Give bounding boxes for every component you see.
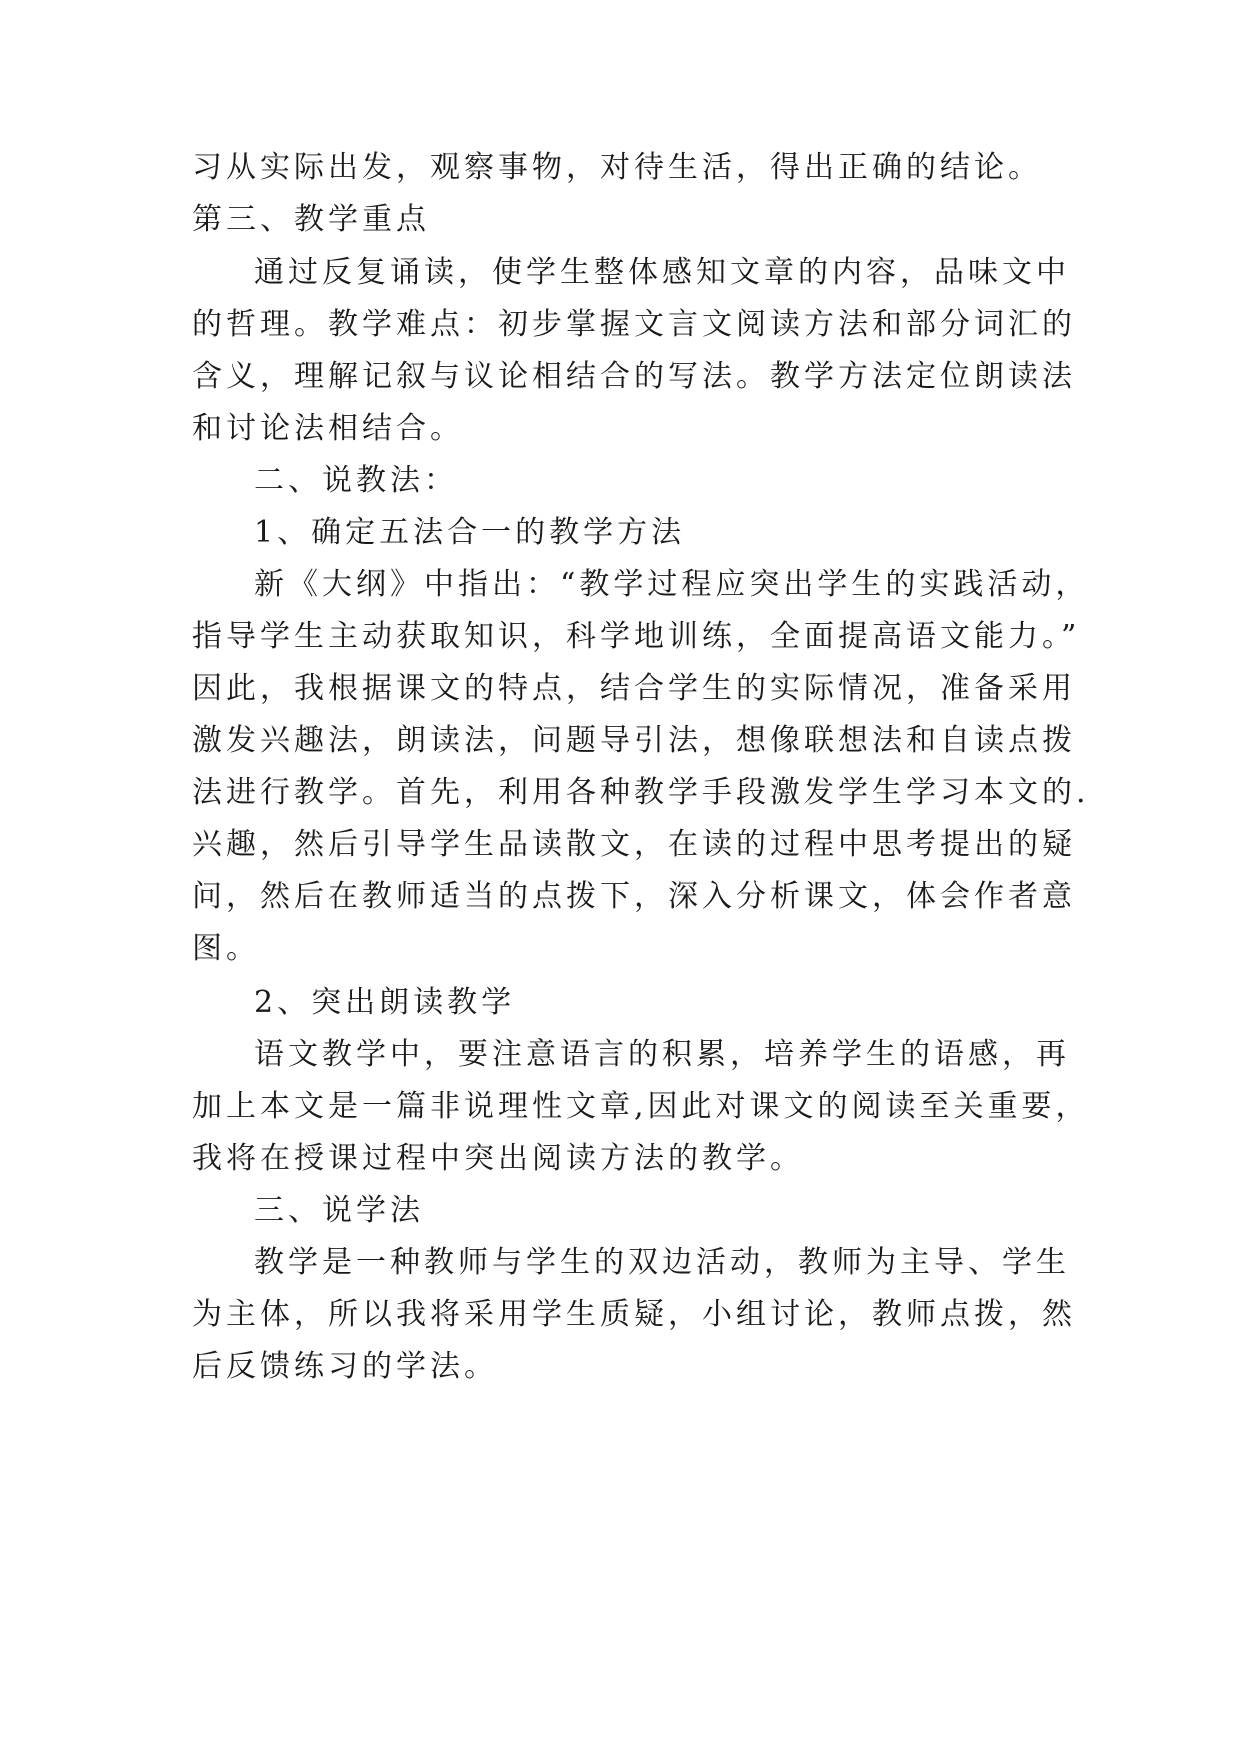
text-line: 的哲理。教学难点：初步掌握文言文阅读方法和部分词汇的: [192, 307, 1076, 342]
section-heading: 第三、教学重点: [192, 202, 430, 237]
text-line: 指导学生主动获取知识，科学地训练，全面提高语文能力。”: [192, 619, 1081, 654]
text-line: 含义，理解记叙与议论相结合的写法。教学方法定位朗读法: [192, 359, 1076, 394]
text-line: 问，然后在教师适当的点拨下，深入分析课文，体会作者意: [192, 879, 1076, 914]
text-line: 和讨论法相结合。: [192, 411, 464, 446]
text-line: 激发兴趣法，朗读法，问题导引法，想像联想法和自读点拨: [192, 723, 1076, 758]
text-line: 通过反复诵读，使学生整体感知文章的内容，品味文中: [254, 255, 1070, 290]
text-line: 兴趣，然后引导学生品读散文，在读的过程中思考提出的疑: [192, 827, 1076, 862]
text-line: 习从实际出发，观察事物，对待生活，得出正确的结论。: [192, 150, 1042, 185]
text-line: 因此，我根据课文的特点，结合学生的实际情况，准备采用: [192, 671, 1076, 706]
subsection-heading: 1、确定五法合一的教学方法: [254, 515, 686, 550]
text-line: 加上本文是一篇非说理性文章,因此对课文的阅读至关重要，: [192, 1089, 1090, 1124]
subsection-heading: 2、突出朗读教学: [254, 985, 516, 1020]
text-line: 我将在授课过程中突出阅读方法的教学。: [192, 1141, 804, 1176]
text-line: 教学是一种教师与学生的双边活动，教师为主导、学生: [254, 1245, 1070, 1280]
text-line: 新《大纲》中指出：“教学过程应突出学生的实践活动，: [254, 567, 1090, 602]
text-line: 为主体，所以我将采用学生质疑，小组讨论，教师点拨，然: [192, 1297, 1076, 1332]
section-heading: 二、说教法：: [254, 463, 458, 498]
text-line: 语文教学中，要注意语言的积累，培养学生的语感，再: [254, 1037, 1070, 1072]
section-heading: 三、说学法: [254, 1193, 424, 1228]
text-line: 后反馈练习的学法。: [192, 1349, 498, 1384]
text-line: 图。: [192, 931, 260, 966]
text-line: 法进行教学。首先，利用各种教学手段激发学生学习本文的.: [192, 775, 1090, 810]
